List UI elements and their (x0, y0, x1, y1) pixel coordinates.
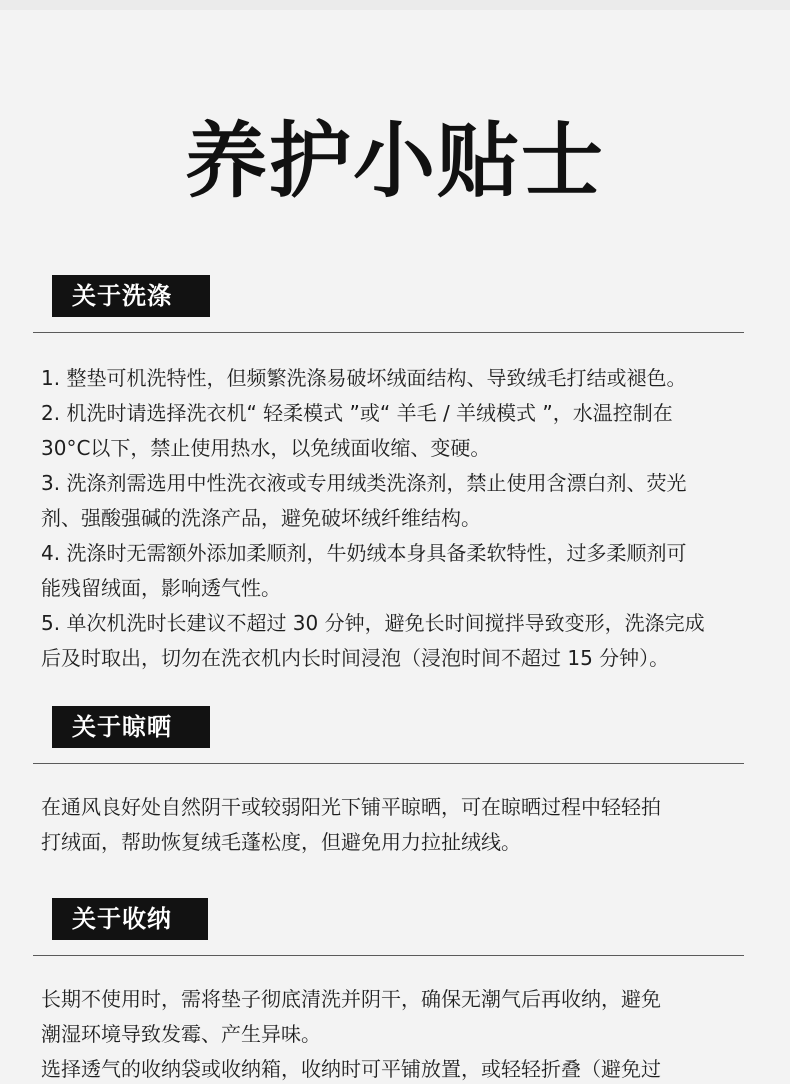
storage-text (41, 982, 746, 1084)
text-line: 在通风良好处自然阴干或较弱阳光下铺平晾晒，可在晾晒过程中轻轻拍 (41, 795, 661, 819)
text-line: 4. 洗涤时无需额外添加柔顺剂，牛奶绒本身具备柔软特性，过多柔顺剂可 (41, 541, 687, 565)
text-line: 选择透气的收纳袋或收纳箱，收纳时可平铺放置，或轻轻折叠（避免过 (41, 1057, 661, 1081)
section-header-washing: 关于洗涤 (52, 275, 210, 317)
section-header-drying: 关于晾晒 (52, 706, 210, 748)
text-line: 3. 洗涤剂需选用中性洗衣液或专用绒类洗涤剂，禁止使用含漂白剂、荧光 (41, 471, 687, 495)
text-line: 打绒面，帮助恢复绒毛蓬松度，但避免用力拉扯绒线。 (41, 830, 521, 854)
text-line: 能残留绒面，影响透气性。 (41, 576, 281, 600)
text-line: 长期不使用时，需将垫子彻底清洗并阴干，确保无潮气后再收纳，避免 (41, 987, 661, 1011)
section-header-storage: 关于收纳 (52, 898, 208, 940)
text-line: 剂、强酸强碱的洗涤产品，避免破坏绒纤维结构。 (41, 506, 481, 530)
text-line: 潮湿环境导致发霉、产生异味。 (41, 1022, 321, 1046)
text-line: 30°C以下，禁止使用热水，以免绒面收缩、变硬。 (41, 436, 491, 460)
section-divider (33, 763, 744, 764)
text-line: 5. 单次机洗时长建议不超过 30 分钟，避免长时间搅拌导致变形，洗涤完成 (41, 611, 705, 635)
text-line: 1. 整垫可机洗特性，但频繁洗涤易破坏绒面结构、导致绒毛打结或褪色。 (41, 366, 687, 390)
washing-text (41, 361, 746, 676)
top-strip (0, 0, 790, 10)
text-line: 2. 机洗时请选择洗衣机“ 轻柔模式 ”或“ 羊毛 / 羊绒模式 ”，水温控制在 (41, 401, 673, 425)
drying-text (41, 790, 746, 860)
section-divider (33, 955, 744, 956)
text-line: 后及时取出，切勿在洗衣机内长时间浸泡（浸泡时间不超过 15 分钟）。 (41, 646, 670, 670)
page-title: 养护小贴士 (184, 114, 605, 209)
section-divider (33, 332, 744, 333)
